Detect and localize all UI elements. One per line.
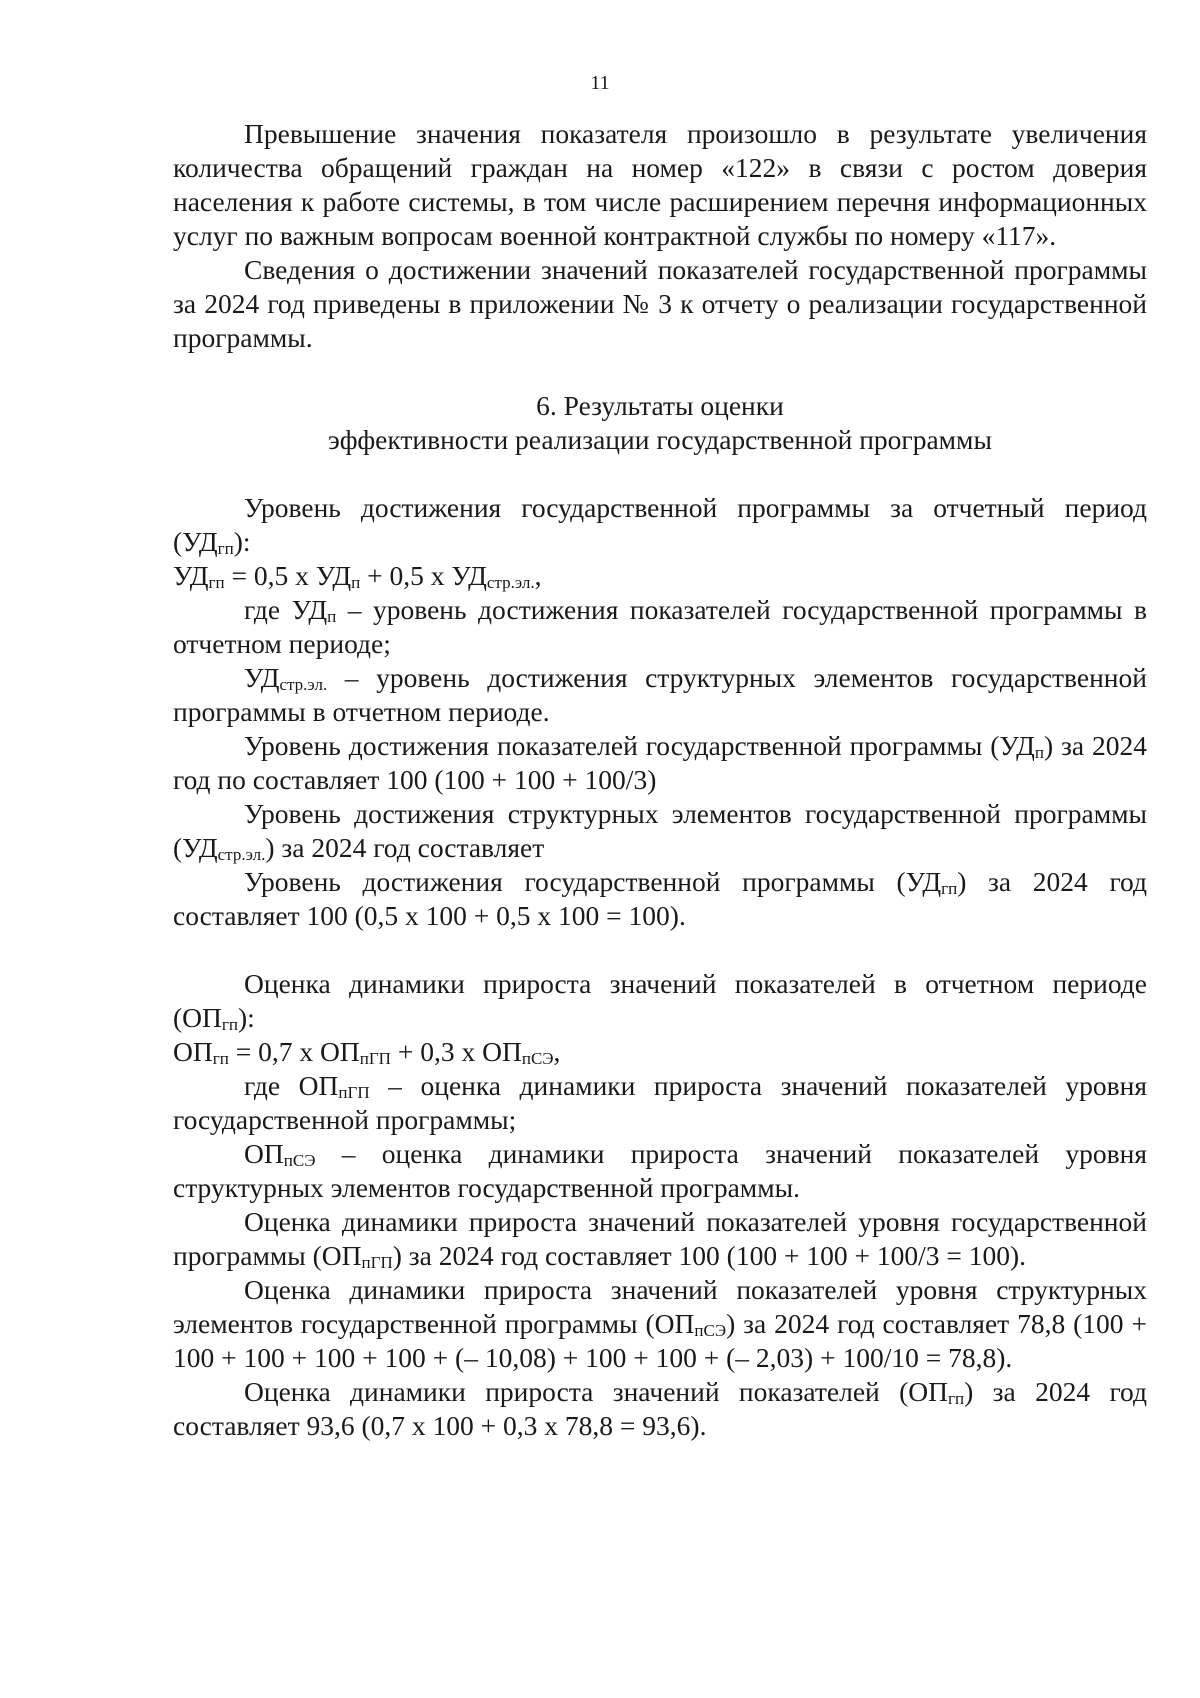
ud-program-level: Уровень достижения государственной программы $(УД_{гп})$ за 2024 год составляет 100 (0,5 х 100 + 0,5 х 100 = 100). (173, 866, 1147, 931)
intro-paragraph-2: Сведения о достижении значений показателей государственной программы за 2024 год приведены в приложении № 3 к отчету о реализации государственной программы. (173, 254, 1147, 353)
section-title-line-2: эффективности реализации государственной программы (328, 424, 992, 455)
intro-paragraph-1: Превышение значения показателя произошло в результате увеличения количества обращений граждан на номер «122» в связи с ростом доверия населения к работе системы, в том числе расширением перечня информационных услуг по важным вопросам военной контрактной службы по номеру «117». (173, 118, 1147, 251)
section-heading (173, 389, 1147, 457)
ud-formula: $УД_{гп} = 0,5$ х $УД_п + 0,5$ х $УД_{стр.эл.}$, (173, 560, 542, 593)
op-overall-level: Оценка динамики прироста значений показателей $(ОП_{гп})$ за 2024 год составляет 93,6 (0,7 х 100 + 0,3 х 78,8 = 93,6). (173, 1376, 1148, 1441)
ud-definition-1: где $УД_п$ – уровень достижения показателей государственной программы в отчетном периоде; (173, 594, 1147, 659)
op-structural-level: Оценка динамики прироста значений показателей уровня структурных элементов государственной программы $(ОП_{пСЭ})$ за 2024 год составляет 78,8 (100 + 100 + 100 + 100 + 100 + (– 10,08) + 100 + 100 + (– 2,03) + 100/10 = 78,8). (173, 1274, 1147, 1373)
op-intro: Оценка динамики прироста значений показателей в отчетном периоде $(ОП_{гп})$: (173, 968, 1147, 1035)
ud-definition-2: $УД_{стр.эл.}$ – уровень достижения структурных элементов государственной программы в отчетном периоде. (173, 662, 1147, 727)
ud-intro: Уровень достижения государственной программы за отчетный период $(УД_{гп})$: (173, 492, 1147, 559)
op-definition-1: где $ОП_{пГП}$ – оценка динамики прироста значений показателей уровня государственной программы; (173, 1070, 1147, 1135)
page-number: 11 (590, 72, 610, 94)
section-title-line-1: 6. Результаты оценки (536, 390, 784, 421)
op-formula: $ОП_{гп} = 0,7$ х $ОП_{пГП} + 0,3$ х $ОП_{пСЭ}$, (173, 1036, 561, 1069)
op-definition-2: $ОП_{пСЭ}$ – оценка динамики прироста значений показателей уровня структурных элементов государственной программы. (173, 1138, 1147, 1203)
op-program-level: Оценка динамики прироста значений показателей уровня государственной программы $(ОП_{пГП})$ за 2024 год составляет 100 (100 + 100 + 100/3 = 100). (173, 1206, 1147, 1273)
ud-structural-level: Уровень достижения структурных элементов государственной программы $(УД_{стр.эл.})$ за 2024 год составляет (173, 798, 1147, 865)
ud-indicators-level: Уровень достижения показателей государственной программы $(УД_п)$ за 2024 год по составляет 100 (100 + 100 + 100/3) (173, 730, 1148, 795)
document-body (173, 117, 1147, 1443)
